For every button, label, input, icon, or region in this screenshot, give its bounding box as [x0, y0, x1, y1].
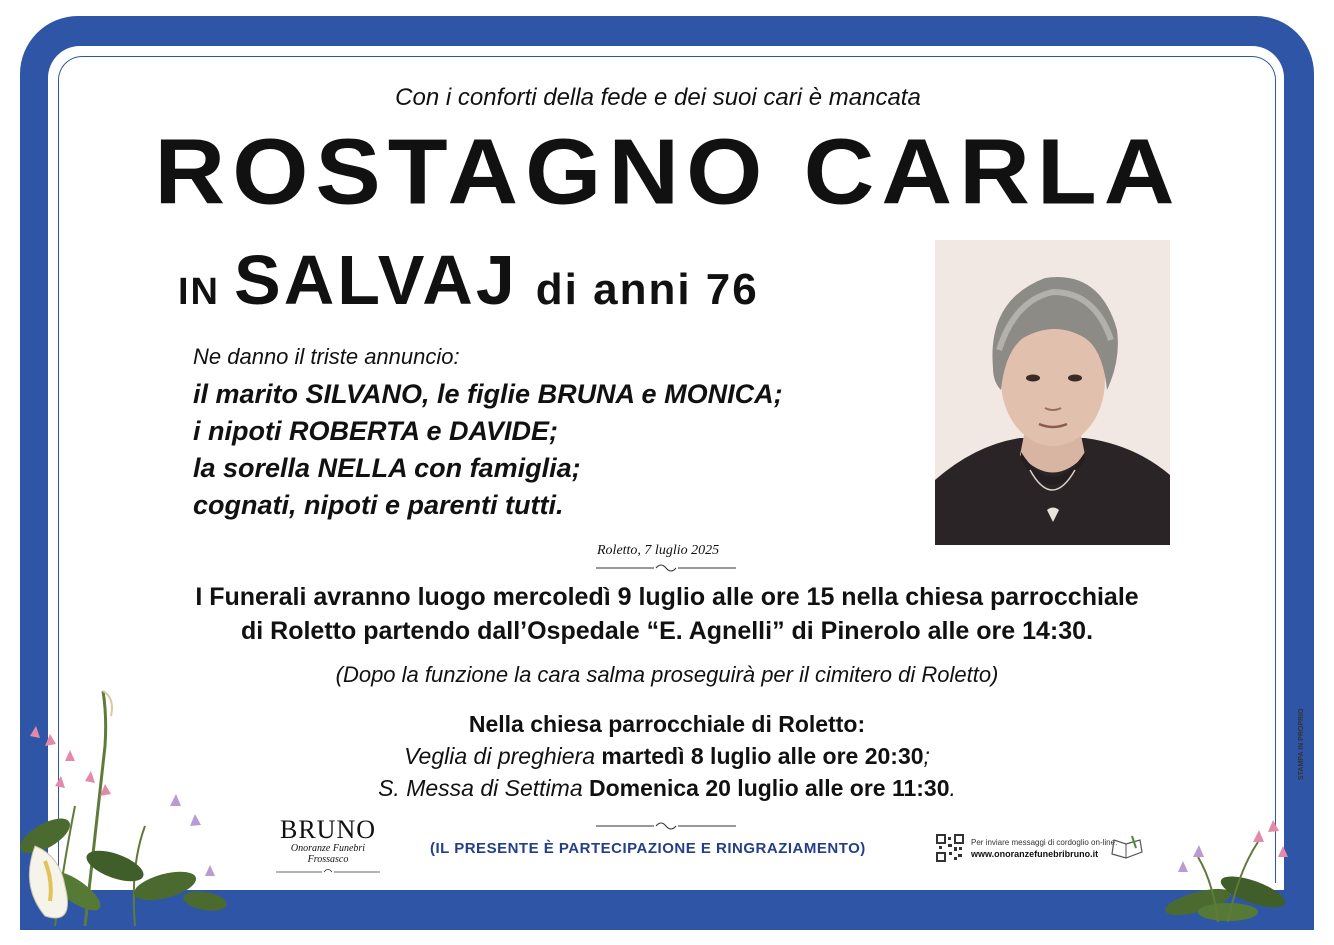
married-prefix: IN: [178, 271, 220, 313]
announcement: [193, 344, 783, 524]
vigil-end: ;: [923, 743, 930, 769]
vigil-label: Veglia di preghiera: [404, 743, 596, 769]
married-surname: SALVAJ: [234, 241, 518, 319]
condolence-info: [971, 838, 1117, 859]
funeral-line-2: di Roletto partendo dall’Ospedale “E. Agnelli” di Pinerolo alle ore 14:30.: [240, 617, 1094, 645]
flower-decoration-right: [1158, 812, 1300, 930]
logo-underline: [272, 866, 384, 878]
funeral-info: [0, 580, 1334, 648]
family-line: i nipoti ROBERTA e DAVIDE;: [193, 416, 559, 446]
funeral-line-1: I Funerali avranno luogo mercoledì 9 luglio alle ore 15 nella chiesa parrocchiale: [195, 583, 1139, 611]
family-line: cognati, nipoti e parenti tutti.: [193, 490, 564, 520]
mass-when: Domenica 20 luglio alle ore 11:30: [589, 775, 950, 801]
announcement-lead: Ne danno il triste annuncio:: [193, 344, 460, 369]
condolence-website[interactable]: www.onoranzefunebribruno.it: [971, 849, 1099, 859]
intro-text: Con i conforti della fede e dei suoi cari è mancata: [395, 84, 921, 111]
church-heading: Nella chiesa parrocchiale di Roletto:: [468, 711, 866, 737]
logo-brand: BRUNO: [279, 815, 376, 844]
deceased-name: ROSTAGNO CARLA: [154, 118, 1182, 224]
portrait-illustration: [935, 240, 1170, 545]
ornament-divider: [596, 820, 736, 832]
condolence-text: Per inviare messaggi di cordoglio on-line:: [971, 838, 1118, 847]
mass-label: S. Messa di Settima: [378, 775, 583, 801]
ornament-divider: [596, 562, 736, 574]
married-name-line: [178, 240, 759, 320]
qr-code-icon[interactable]: [936, 834, 964, 862]
guestbook-icon: [1110, 834, 1144, 860]
place-date: Roletto, 7 luglio 2025: [597, 543, 720, 558]
print-stamp: STAMPA IN PROPRIO: [1298, 708, 1305, 780]
after-note: (Dopo la funzione la cara salma proseguirà per il cimitero di Roletto): [335, 662, 999, 687]
mass-end: .: [949, 775, 956, 801]
participation-note: (IL PRESENTE È PARTECIPAZIONE E RINGRAZIAMENTO): [430, 840, 866, 857]
funeral-home-logo: [272, 815, 384, 883]
age-text: di anni 76: [535, 265, 759, 314]
flower-decoration-left: [15, 686, 230, 930]
family-line: il marito SILVANO, le figlie BRUNA e MONICA;: [193, 379, 783, 409]
vigil-when: martedì 8 luglio alle ore 20:30: [601, 743, 924, 769]
family-line: la sorella NELLA con famiglia;: [193, 453, 581, 483]
portrait-photo: [935, 240, 1170, 545]
logo-subtitle: Onoranze Funebri Frossasco: [290, 843, 366, 865]
